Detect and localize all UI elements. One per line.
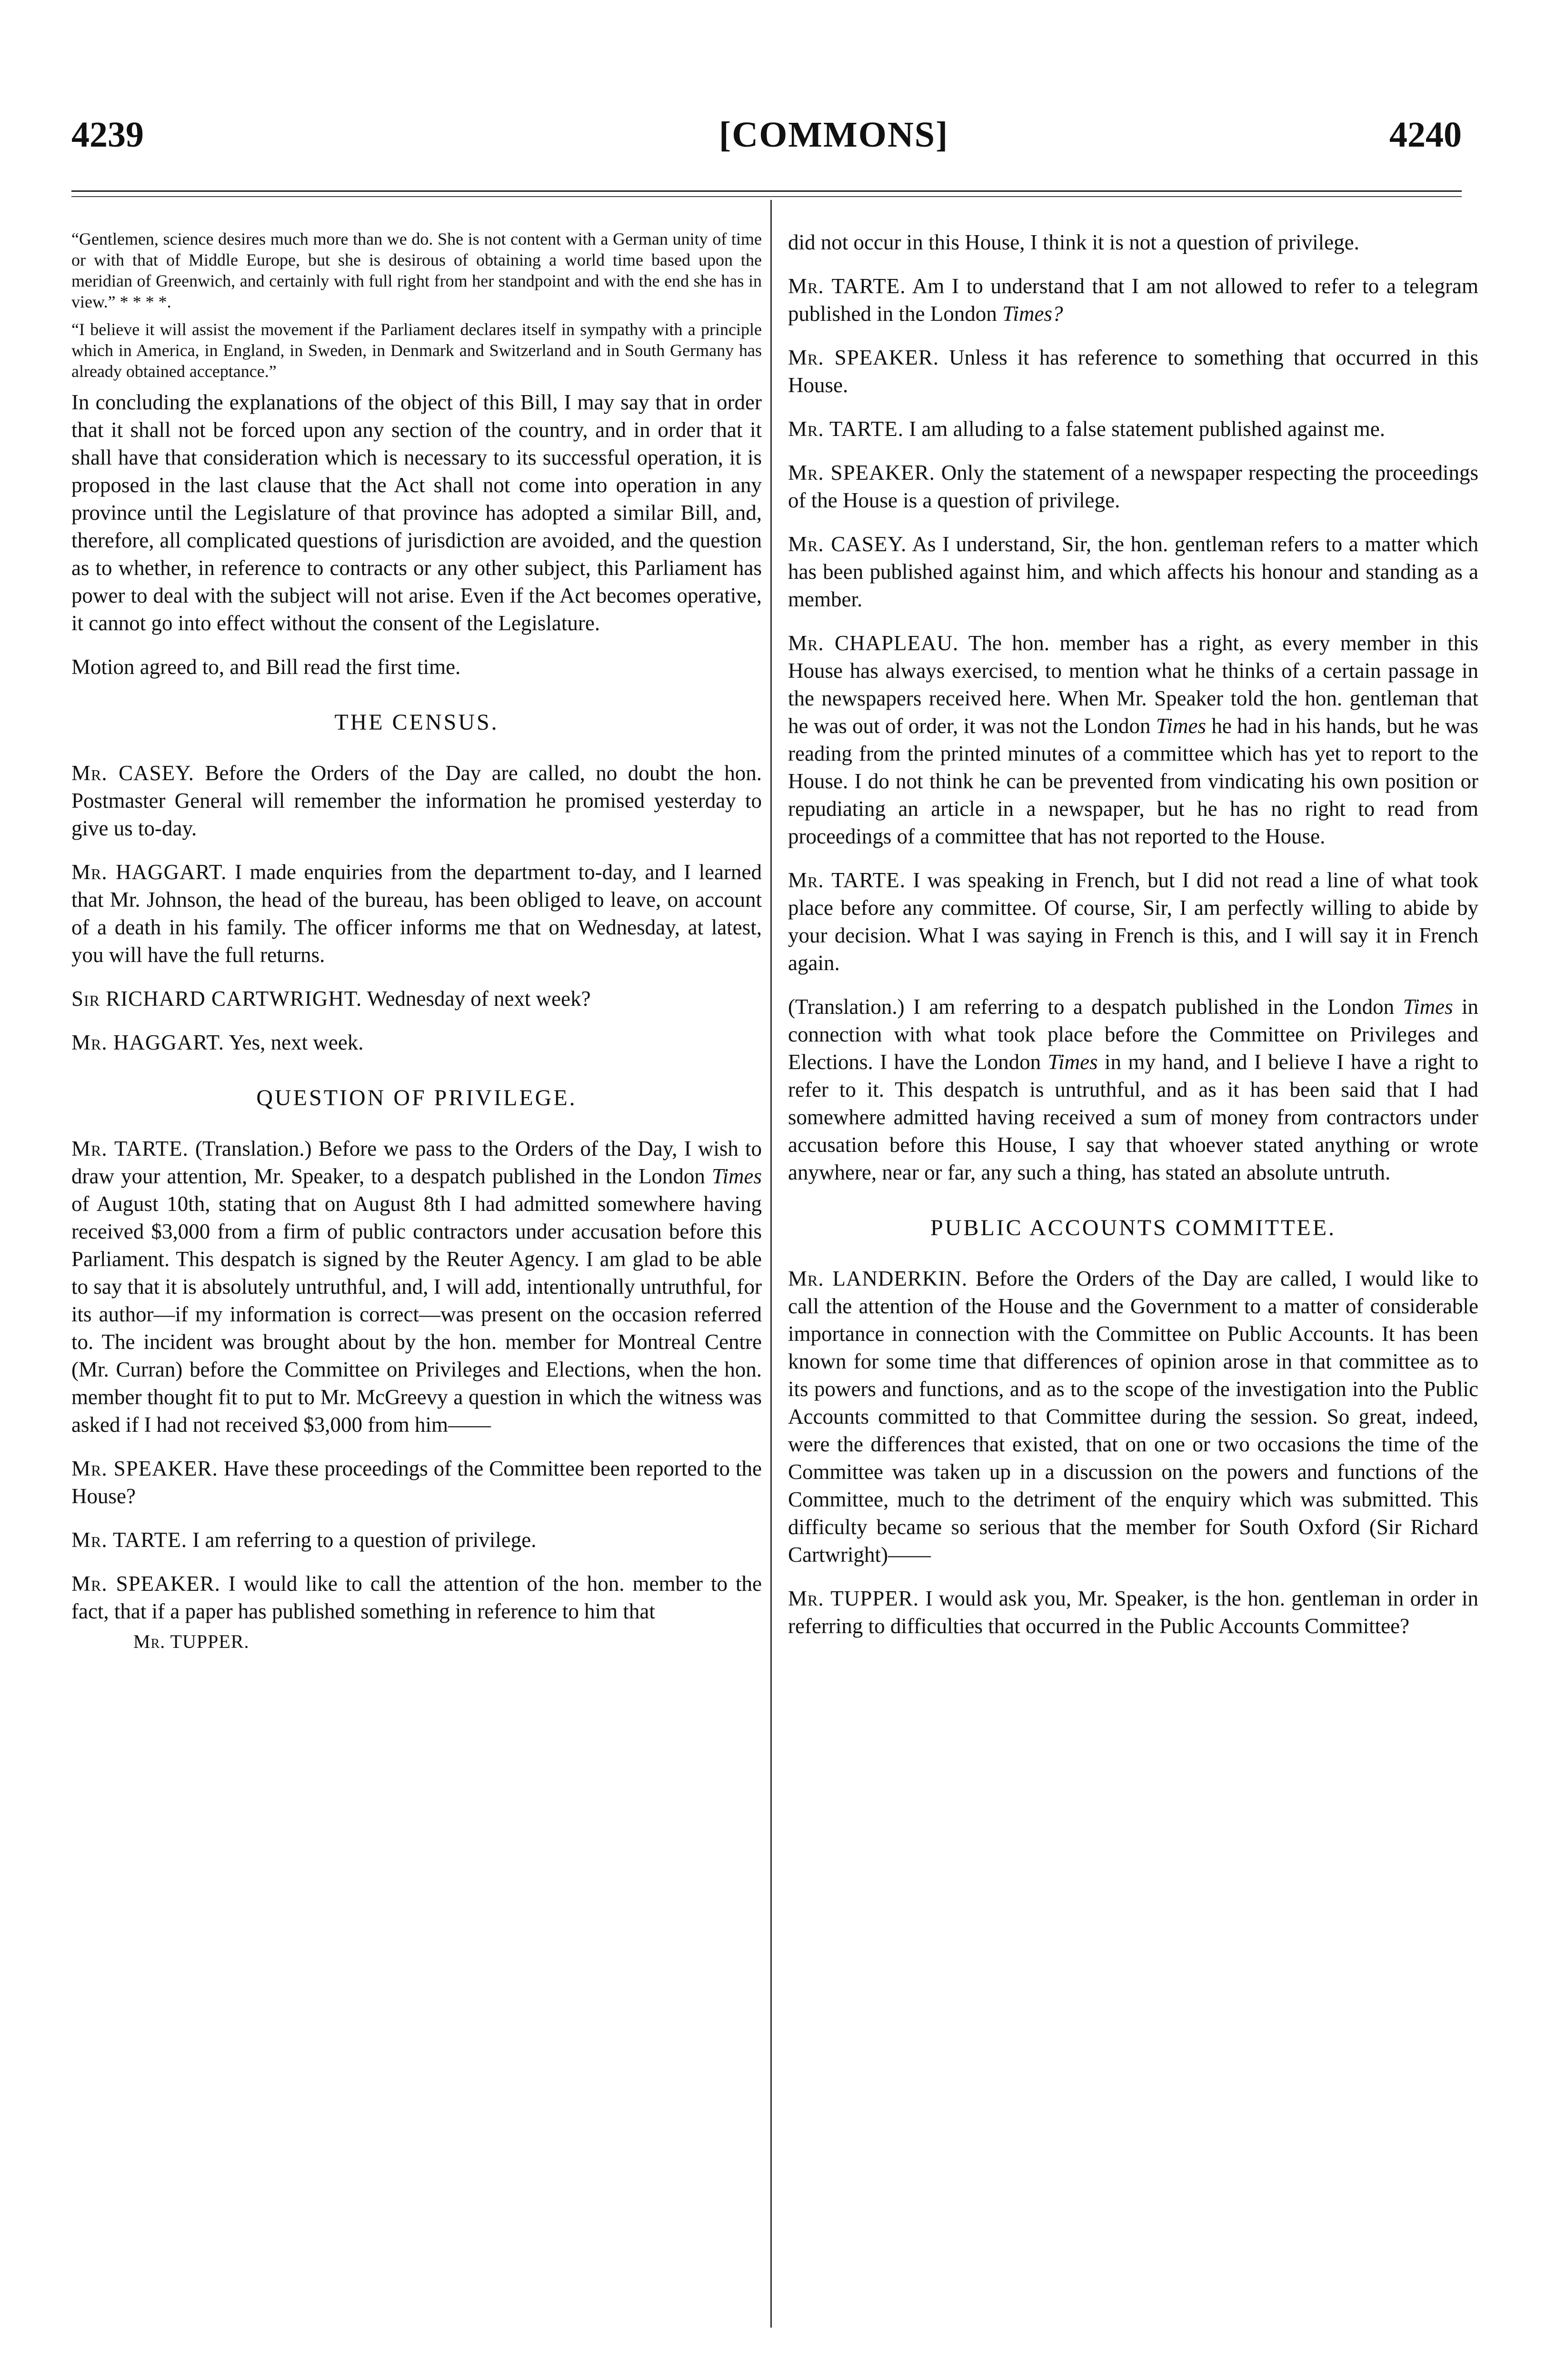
quote-paragraph: “I believe it will assist the movement if the Parliament declares itself in sympathy with a principle which in America, in England, in Sweden, in Denmark and Switzerland and in South Germany has already obtained acceptance.” — [71, 320, 762, 381]
speech-paragraph — [788, 459, 1478, 514]
speaker-name: Mr. HAGGART. — [71, 860, 227, 884]
speech-text: Have these proceedings of the Committee been reported to the House? — [71, 1457, 762, 1508]
speech-text: As I understand, Sir, the hon. gentleman refers to a matter which has been published against him, and which affects his honour and standing as a member. — [788, 532, 1478, 611]
quote-paragraph: “Gentlemen, science desires much more than we do. She is not content with a German unity of time or with that of Middle Europe, but she is desirous of obtaining a world time based upon the meridian of Greenwich, and certainly with full right from her standpoint and with the end she has in view.” * * * *. — [71, 229, 762, 311]
page-header — [71, 114, 1462, 171]
speech-paragraph — [788, 1265, 1478, 1568]
speaker-name: Mr. TUPPER. — [788, 1587, 919, 1610]
speech-paragraph — [788, 629, 1478, 850]
speaker-name: Mr. CASEY. — [71, 761, 195, 785]
speech-text: Unless it has reference to something that occurred in this House. — [788, 346, 1478, 397]
speech-text: I was speaking in French, but I did not read a line of what took place before any committee. Of course, Sir, I am perfectly willing to abide by your decision. What I was saying in French is this, and I will say it in French again. — [788, 868, 1479, 975]
speech-text: Yes, next week. — [229, 1031, 364, 1054]
speaker-name: Mr. TARTE. — [788, 868, 906, 892]
speech-paragraph — [788, 993, 1478, 1186]
speaker-name: Mr. TARTE. — [71, 1137, 189, 1160]
speech-text: in my hand, and I believe I have a right to refer to it. This despatch is untruthful, and as it has been said that I had somewhere admitted having received a sum of money from contractors under accusation before this House, I say that whoever stated anything or wrote anywhere, near or far, any such a thing, has stated an absolute untruth. — [788, 1050, 1479, 1184]
speech-paragraph — [788, 415, 1478, 443]
speech-text: I am referring to a question of privilege. — [192, 1528, 537, 1552]
speech-paragraph — [788, 272, 1478, 327]
speaker-name: Mr. LANDERKIN. — [788, 1267, 968, 1290]
speech-text: in connection with what took place before the Committee on Privileges and Elections. I have the London — [788, 995, 1479, 1074]
right-column — [788, 228, 1478, 1656]
speech-text: (Translation.) Before we pass to the Orders of the Day, I wish to draw your attention, Mr. Speaker, to a despatch published in the London — [71, 1137, 762, 1188]
body-paragraph: did not occur in this House, I think it is not a question of privilege. — [788, 230, 1359, 254]
speech-paragraph — [71, 985, 762, 1012]
newspaper-title: Times — [1156, 714, 1206, 738]
speaker-name: Mr. TARTE. — [788, 417, 904, 441]
section-heading-public-accounts: PUBLIC ACCOUNTS COMMITTEE. — [930, 1215, 1337, 1240]
speech-paragraph — [71, 759, 762, 842]
speaker-name: Sir RICHARD CARTWRIGHT. — [71, 987, 362, 1011]
speech-paragraph — [71, 1570, 762, 1625]
speech-paragraph — [71, 1029, 762, 1056]
body-paragraph: Motion agreed to, and Bill read the first time. — [71, 655, 461, 679]
page-signature: Mr. TUPPER. — [133, 1631, 249, 1652]
speech-text: Am I to understand that I am not allowed to refer to a telegram published in the London — [788, 274, 1478, 326]
speaker-name: Mr. TARTE. — [788, 274, 906, 298]
speech-text: The hon. member has a right, as every member in this House has always exercised, to mention what he thinks of a certain passage in the newspapers received here. When Mr. Speaker told the hon. gentleman that he was out of order, it was not the London — [788, 631, 1478, 738]
speech-text: I am alluding to a false statement published against me. — [909, 417, 1385, 441]
speech-text: Before the Orders of the Day are called, I would like to call the attention of the House and the Government to a matter of considerable importance in connection with the Committee on Public Accounts. It has been known for some time that differences of opinion arose in that committee as to its powers and functions, and as to the scope of the investigation into the Public Accounts committed to that Committee during the session. So great, indeed, were the differences that existed, that on one or two occasions the time of the Committee was taken up in a discussion on the powers and functions of the Committee, much to the detriment of the enquiry which was submitted. This difficulty became so serious that the member for South Oxford (Sir Richard Cartwright)—— — [788, 1267, 1479, 1567]
speaker-name: Mr. SPEAKER. — [71, 1457, 218, 1480]
speech-text: I made enquiries from the department to-day, and I learned that Mr. Johnson, the head of the bureau, has been obliged to leave, on account of a death in his family. The officer informs me that on Wednesday, at latest, you will have the full returns. — [71, 860, 762, 967]
header-rule-thin — [71, 196, 1462, 197]
speaker-name: Mr. SPEAKER. — [788, 461, 935, 485]
speech-text: I would ask you, Mr. Speaker, is the hon. gentleman in order in referring to difficulties that occurred in the Public Accounts Committee? — [788, 1587, 1479, 1638]
speaker-name: Mr. TARTE. — [71, 1528, 187, 1552]
speech-paragraph — [788, 866, 1478, 977]
speech-text: of August 10th, stating that on August 8th I had admitted somewhere having received $3,000 from a firm of public contractors under accusation before this Parliament. This despatch is signed by the Reuter Agency. I am glad to be able to say that it is absolutely untruthful, and, I will add, intentionally untruthful, for its author—if my information is correct—was present on the occasion referred to. The incident was brought about by the hon. member for Montreal Centre (Mr. Curran) before the Committee on Privileges and Elections, when the hon. member thought fit to put to Mr. McGreevy a question in which the witness was asked if I had not received $3,000 from him—— — [71, 1192, 762, 1437]
speaker-name: Mr. SPEAKER. — [788, 346, 939, 369]
column-divider — [770, 200, 772, 2328]
page-number-left: 4239 — [71, 115, 144, 155]
speech-text: Wednesday of next week? — [367, 987, 591, 1011]
header-rule — [71, 190, 1462, 192]
speech-paragraph — [788, 344, 1478, 399]
speaker-name: Mr. HAGGART. — [71, 1031, 225, 1054]
speech-text: Before the Orders of the Day are called, no doubt the hon. Postmaster General will remember the information he promised yesterday to give us to-day. — [71, 761, 762, 840]
section-heading-census: THE CENSUS. — [334, 710, 499, 735]
speech-paragraph — [71, 1526, 762, 1554]
page-number-right: 4240 — [1389, 115, 1462, 155]
speech-paragraph — [788, 530, 1478, 613]
speech-text: he had in his hands, but he was reading from the printed minutes of a committee which has yet to report to the House. I do not think he can be prevented from vindicating his own position or repudiating an article in a newspaper, but he has no right to read from proceedings of a committee that has not reported to the House. — [788, 714, 1479, 848]
speech-text: Only the statement of a newspaper respecting the proceedings of the House is a question of privilege. — [788, 461, 1478, 512]
speaker-name: Mr. CASEY. — [788, 532, 907, 556]
speech-text: (Translation.) I am referring to a despatch published in the London — [788, 995, 1395, 1019]
body-paragraph: In concluding the explanations of the object of this Bill, I may say that in order that it shall not be forced upon any section of the country, and in order that it shall have that consideration which is necessary to its successful operation, it is proposed in the last clause that the Act shall not come into operation in any province until the Legislature of that province has adopted a similar Bill, and, therefore, all complicated questions of jurisdiction are avoided, and the question as to whether, in reference to contracts or any other subject, this Parliament has power to deal with the subject will not arise. Even if the Act becomes operative, it cannot go into effect without the consent of the Legislature. — [71, 390, 762, 635]
speech-paragraph — [71, 858, 762, 969]
newspaper-title: Times — [1403, 995, 1453, 1019]
left-column — [71, 228, 762, 1672]
speech-paragraph — [788, 1585, 1478, 1640]
running-title: [COMMONS] — [719, 115, 949, 155]
speaker-name: Mr. CHAPLEAU. — [788, 631, 959, 655]
speaker-name: Mr. SPEAKER. — [71, 1572, 220, 1596]
speech-text: I would like to call the attention of the hon. member to the fact, that if a paper has published something in reference to him that — [71, 1572, 762, 1623]
newspaper-title: Times? — [1002, 302, 1063, 326]
newspaper-title: Times — [1047, 1050, 1098, 1074]
speech-paragraph — [71, 1455, 762, 1510]
newspaper-title: Times — [711, 1164, 762, 1188]
speech-paragraph — [71, 1135, 762, 1438]
section-heading-privilege: QUESTION OF PRIVILEGE. — [256, 1085, 577, 1111]
